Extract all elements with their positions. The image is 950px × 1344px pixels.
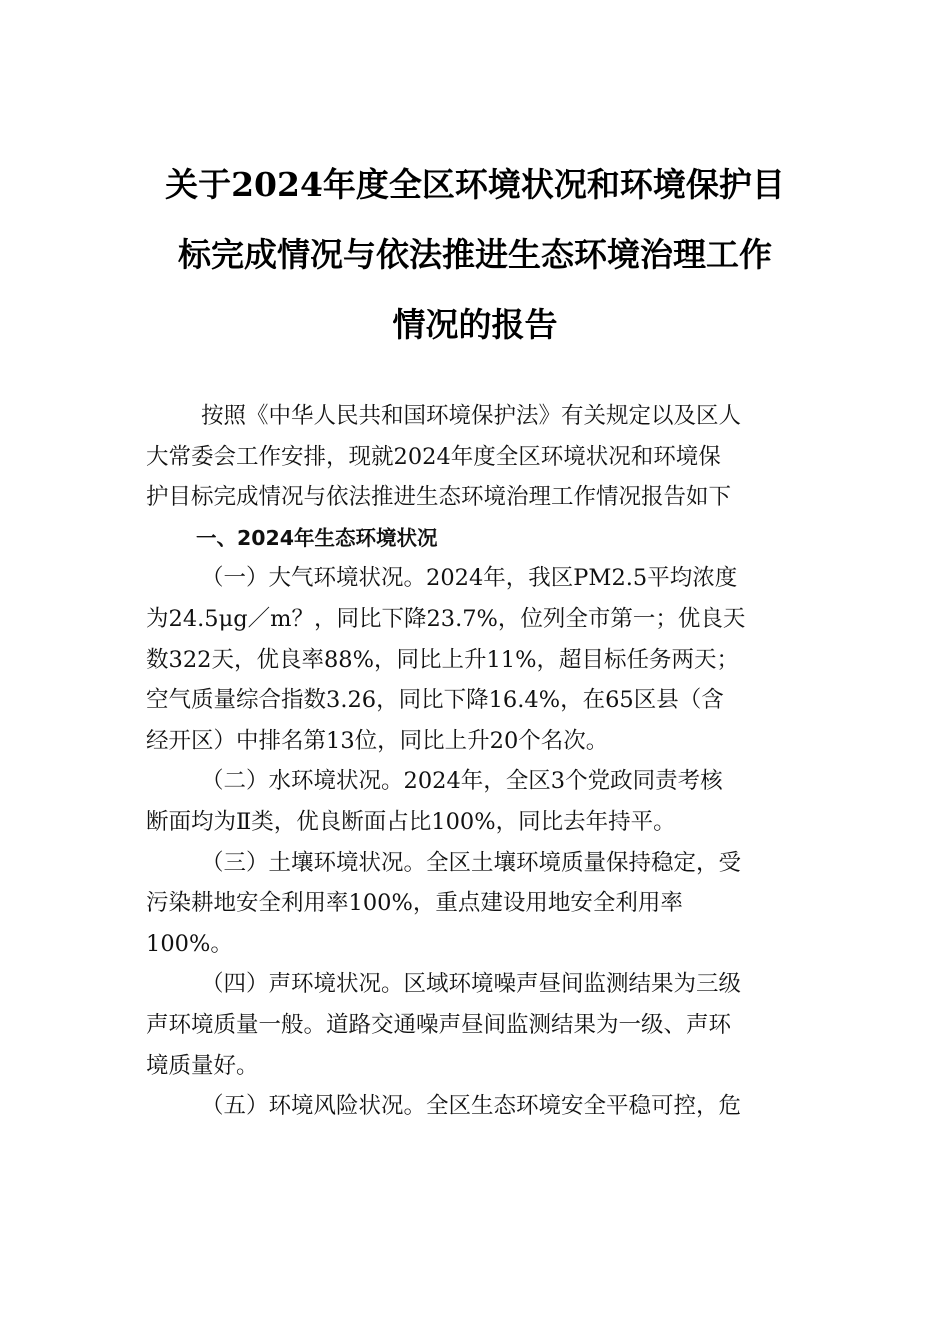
document-title — [140, 150, 810, 360]
noise-line-1: （四）声环境状况。区域环境噪声昼间监测结果为三级 — [201, 971, 742, 998]
air-line-3: 数322天，优良率88%，同比上升11%，超目标任务两天； — [146, 646, 739, 673]
soil-line-3: 100%。 — [146, 930, 233, 957]
title-line-3: 情况的报告 — [392, 305, 558, 344]
soil-line-1: （三）土壤环境状况。全区土壤环境质量保持稳定，受 — [201, 849, 742, 876]
air-line-4: 空气质量综合指数3.26，同比下降16.4%，在65区县（含 — [146, 687, 724, 714]
soil-line-2: 污染耕地安全利用率100%，重点建设用地安全利用率 — [146, 890, 683, 917]
air-line-2: 为24.5μg／m？，同比下降23.7%，位列全市第一；优良天 — [146, 605, 746, 632]
noise-paragraph — [146, 964, 806, 1086]
title-line-1: 关于2024年度全区环境状况和环境保护目 — [165, 165, 785, 204]
intro-line-3: 护目标完成情况与依法推进生态环境治理工作情况报告如下 — [146, 484, 732, 511]
risk-paragraph — [146, 1086, 806, 1127]
air-paragraph — [146, 558, 806, 761]
water-line-1: （二）水环境状况。2024年，全区3个党政同责考核 — [201, 768, 723, 795]
document-body — [146, 396, 806, 1127]
noise-line-3: 境质量好。 — [146, 1052, 259, 1079]
soil-paragraph — [146, 843, 806, 965]
water-line-2: 断面均为Ⅱ类，优良断面占比100%，同比去年持平。 — [146, 808, 676, 835]
water-paragraph — [146, 761, 806, 842]
intro-paragraph — [146, 396, 806, 518]
section-heading-1: 一、2024年生态环境状况 — [196, 525, 438, 550]
risk-line-1: （五）环境风险状况。全区生态环境安全平稳可控，危 — [201, 1093, 742, 1120]
noise-line-2: 声环境质量一般。道路交通噪声昼间监测结果为一级、声环 — [146, 1011, 732, 1038]
intro-line-2: 大常委会工作安排，现就2024年度全区环境状况和环境保 — [146, 443, 721, 470]
air-line-5: 经开区）中排名第13位，同比上升20个名次。 — [146, 727, 609, 754]
title-line-2: 标完成情况与依法推进生态环境治理工作 — [178, 235, 772, 274]
intro-line-1: 按照《中华人民共和国环境保护法》有关规定以及区人 — [201, 403, 742, 429]
air-line-1: （一）大气环境状况。2024年，我区PM2.5平均浓度 — [201, 565, 738, 592]
